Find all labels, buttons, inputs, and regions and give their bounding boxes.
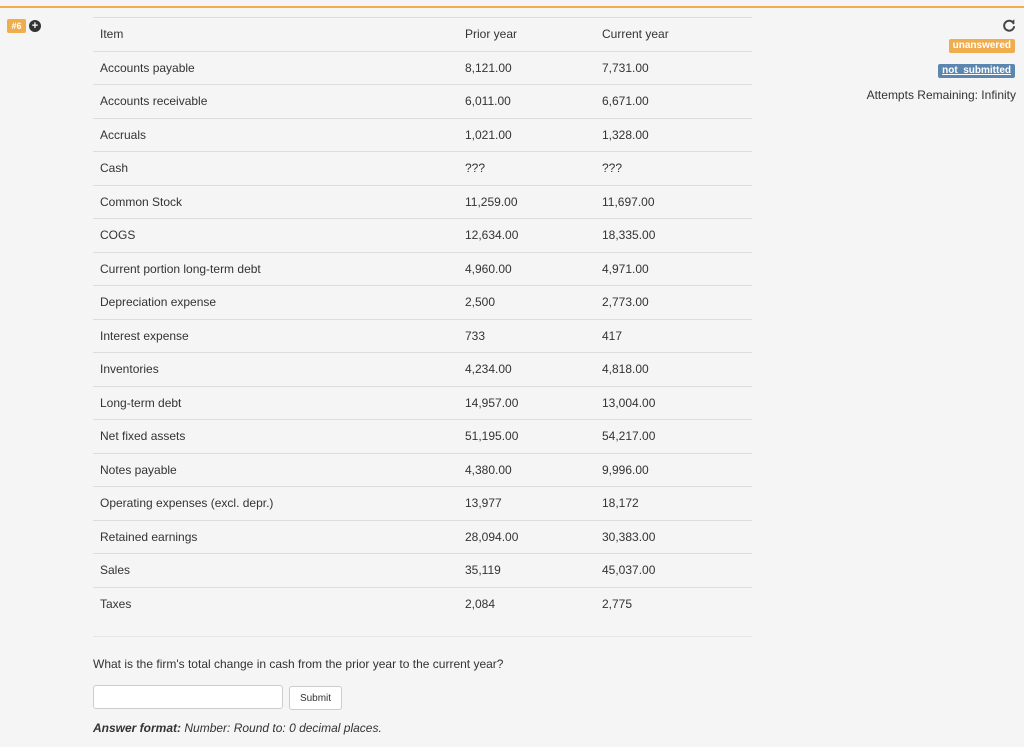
table-row [93,185,752,219]
attempts-remaining: Attempts Remaining: Infinity [866,88,1016,102]
table-row [93,319,752,353]
cell-prior-year: 2,500 [458,286,595,320]
answer-format-text: Number: Round to: 0 decimal places. [184,721,382,735]
cell-prior-year: 6,011.00 [458,85,595,119]
plus-circle-icon[interactable]: + [29,20,41,32]
table-row [93,353,752,387]
cell-item: Depreciation expense [93,286,458,320]
submit-button[interactable]: Submit [289,686,342,710]
cell-prior-year: 28,094.00 [458,520,595,554]
answer-format [93,721,382,735]
cell-item: Accounts receivable [93,85,458,119]
reload-icon[interactable] [1002,19,1016,33]
cell-current-year: 417 [595,319,752,353]
cell-prior-year: 14,957.00 [458,386,595,420]
answer-format-label: Answer format: [93,721,182,735]
table-row [93,420,752,454]
cell-current-year: 45,037.00 [595,554,752,588]
table-row [93,520,752,554]
table-row [93,386,752,420]
cell-prior-year: 51,195.00 [458,420,595,454]
table-row [93,487,752,521]
cell-item: Net fixed assets [93,420,458,454]
table-row [93,118,752,152]
cell-item: Taxes [93,587,458,620]
cell-prior-year: 733 [458,319,595,353]
header-current-year: Current year [595,18,752,52]
cell-current-year: 30,383.00 [595,520,752,554]
cell-item: Accruals [93,118,458,152]
cell-prior-year: 8,121.00 [458,51,595,85]
cell-current-year: 18,172 [595,487,752,521]
cell-current-year: 4,971.00 [595,252,752,286]
cell-item: Common Stock [93,185,458,219]
unanswered-badge: unanswered [949,39,1015,53]
cell-prior-year: 1,021.00 [458,118,595,152]
cell-item: Cash [93,152,458,186]
cell-item: Accounts payable [93,51,458,85]
cell-current-year: 7,731.00 [595,51,752,85]
cell-prior-year: 12,634.00 [458,219,595,253]
cell-item: COGS [93,219,458,253]
cell-prior-year: 2,084 [458,587,595,620]
cell-current-year: ??? [595,152,752,186]
data-table-body [93,18,752,621]
table-row [93,85,752,119]
data-table [93,17,752,620]
cell-prior-year: ??? [458,152,595,186]
table-row [93,219,752,253]
table-bottom-divider [93,636,752,637]
cell-item: Retained earnings [93,520,458,554]
not-submitted-badge[interactable]: not_submitted [938,64,1015,78]
table-row [93,252,752,286]
cell-current-year: 18,335.00 [595,219,752,253]
cell-current-year: 54,217.00 [595,420,752,454]
cell-item: Inventories [93,353,458,387]
cell-item: Notes payable [93,453,458,487]
data-table-container [93,17,752,620]
cell-prior-year: 4,380.00 [458,453,595,487]
table-header-row [93,18,752,52]
cell-prior-year: 4,234.00 [458,353,595,387]
table-row [93,587,752,620]
question-text: What is the firm's total change in cash from the prior year to the current year? [93,657,504,671]
cell-current-year: 9,996.00 [595,453,752,487]
table-row [93,554,752,588]
header-item: Item [93,18,458,52]
cell-current-year: 13,004.00 [595,386,752,420]
header-prior-year: Prior year [458,18,595,52]
answer-input[interactable] [93,685,283,709]
cell-current-year: 6,671.00 [595,85,752,119]
cell-current-year: 2,775 [595,587,752,620]
top-divider [0,6,1024,8]
table-row [93,51,752,85]
cell-current-year: 11,697.00 [595,185,752,219]
cell-prior-year: 11,259.00 [458,185,595,219]
cell-item: Current portion long-term debt [93,252,458,286]
cell-item: Sales [93,554,458,588]
cell-prior-year: 13,977 [458,487,595,521]
cell-current-year: 2,773.00 [595,286,752,320]
cell-item: Operating expenses (excl. depr.) [93,487,458,521]
table-row [93,453,752,487]
cell-prior-year: 35,119 [458,554,595,588]
table-row [93,152,752,186]
cell-prior-year: 4,960.00 [458,252,595,286]
question-number-badge: #6 [7,19,26,33]
cell-item: Long-term debt [93,386,458,420]
cell-current-year: 4,818.00 [595,353,752,387]
cell-item: Interest expense [93,319,458,353]
cell-current-year: 1,328.00 [595,118,752,152]
table-row [93,286,752,320]
